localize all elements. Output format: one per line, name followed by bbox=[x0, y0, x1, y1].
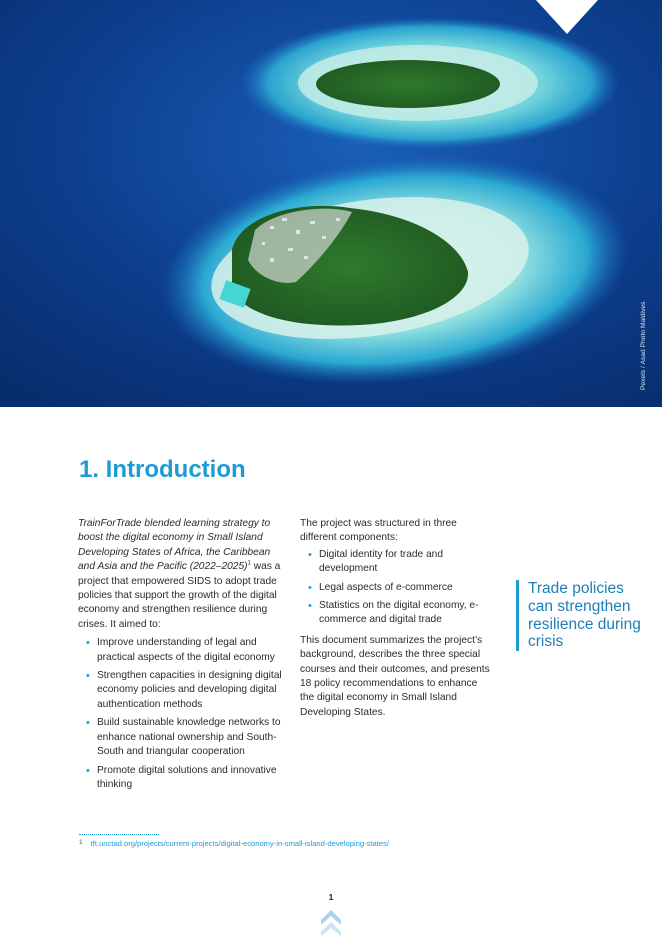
list-item-text: Build sustainable knowledge networks to enhance national ownership and South-South and triangular cooperation bbox=[97, 717, 281, 758]
footnote bbox=[79, 839, 389, 848]
left-intro-rest: was a project that empowered SIDS to adopt trade policies that support the growth of the digital economy and strengthen resilience during crises. It aimed to: bbox=[78, 561, 281, 630]
components-list-item bbox=[300, 581, 490, 595]
hero-photo bbox=[0, 0, 662, 407]
island-top bbox=[316, 60, 500, 108]
photo-credit: Pexels / Asad Photo Maldives bbox=[640, 301, 647, 390]
components-list-item bbox=[300, 548, 490, 577]
bullet-dot-icon: • bbox=[86, 670, 90, 683]
list-item-text: Improve understanding of legal and practical aspects of the digital economy bbox=[97, 637, 275, 663]
project-title-italic: TrainForTrade blended learning strategy to boost the digital economy in Small Island Developing States of Africa, the Caribbean and Asia and the Pacific (2022–2025) bbox=[78, 518, 271, 573]
bullet-dot-icon: • bbox=[86, 764, 90, 777]
aims-list-item bbox=[78, 716, 283, 759]
list-item-text: Promote digital solutions and innovative thinking bbox=[97, 764, 277, 790]
pull-quote: Trade policies can strengthen resilience during crisis bbox=[516, 580, 648, 651]
aims-list-item bbox=[78, 636, 283, 665]
footnote-ref: 1 bbox=[247, 560, 251, 567]
list-item-text: Digital identity for trade and development bbox=[319, 548, 444, 575]
aims-list-item bbox=[78, 764, 283, 793]
list-item-text: Legal aspects of e-commerce bbox=[319, 581, 453, 593]
middle-column bbox=[300, 517, 490, 720]
aims-list-item bbox=[78, 669, 283, 712]
chevron-up-icon bbox=[320, 908, 342, 936]
footnote-link[interactable]: tft.unctad.org/projects/current-projects/digital-economy-in-small-island-developing-states/ bbox=[90, 839, 390, 848]
document-summary: This document summarizes the project’s background, describes the three special courses and their outcomes, and presents 18 policy recommendations to enhance the digital economy in Small Island Developing States. bbox=[300, 634, 490, 718]
footnote-number: 1 bbox=[79, 839, 83, 846]
bullet-dot-icon: • bbox=[86, 637, 90, 650]
bullet-dot-icon: • bbox=[308, 581, 312, 594]
aims-list bbox=[78, 636, 283, 792]
components-intro: The project was structured in three different components: bbox=[300, 518, 457, 544]
bullet-dot-icon: • bbox=[308, 548, 312, 561]
page-number: 1 bbox=[328, 892, 334, 902]
left-intro bbox=[78, 517, 283, 632]
left-column bbox=[78, 517, 283, 796]
section-title: 1. Introduction bbox=[79, 456, 246, 483]
bullet-dot-icon: • bbox=[308, 600, 312, 613]
list-item-text: Statistics on the digital economy, e-commerce and digital trade bbox=[319, 600, 479, 626]
corner-notch bbox=[536, 0, 598, 34]
list-item-text: Strengthen capacities in designing digital economy policies and developing digital authentication methods bbox=[97, 670, 282, 710]
components-list-item bbox=[300, 599, 490, 628]
hero-image bbox=[0, 0, 662, 407]
footnote-divider bbox=[79, 834, 159, 835]
bullet-dot-icon: • bbox=[86, 717, 90, 730]
components-list bbox=[300, 548, 490, 628]
